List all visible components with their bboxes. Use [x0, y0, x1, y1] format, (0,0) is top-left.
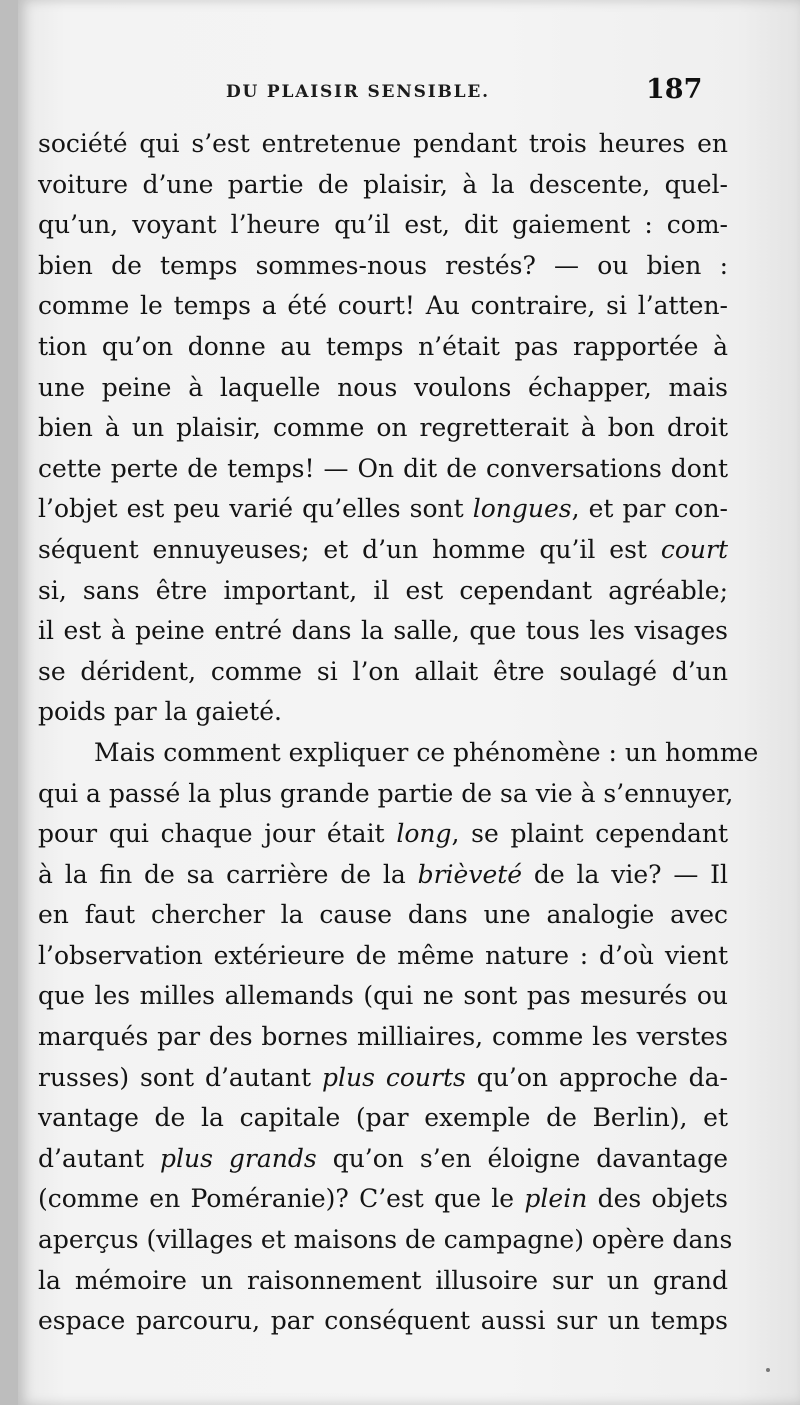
text-line: qu’un, voyant l’heure qu’il est, dit gaiement : com- — [38, 210, 728, 240]
text-line: une peine à laquelle nous voulons échapper, mais — [38, 372, 728, 402]
text-run: , se plaint cependant — [451, 819, 728, 849]
text-line — [38, 1139, 728, 1180]
body-text — [38, 124, 759, 1342]
italic-run: long — [396, 819, 452, 849]
running-head: DU PLAISIR SENSIBLE. — [226, 82, 490, 102]
text-run: séquent ennuyeuses; et d’un homme qu’il est — [38, 534, 661, 564]
text-line — [38, 855, 728, 896]
paper-speck — [766, 1368, 770, 1372]
italic-run: plus courts — [321, 1062, 466, 1092]
italic-run: longues — [472, 494, 572, 524]
text-run: , et par con- — [571, 494, 728, 524]
text-line — [38, 1058, 728, 1099]
text-line: espace parcouru, par conséquent aussi sur un temps — [38, 1306, 728, 1336]
text-line: aperçus (villages et maisons de campagne) opère dans — [38, 1225, 733, 1255]
text-run: pour qui chaque jour était — [38, 819, 397, 849]
text-run: des objets — [587, 1184, 728, 1214]
italic-run: plus grands — [160, 1143, 317, 1173]
book-page — [18, 0, 800, 1405]
text-line: cette perte de temps! — On dit de conversations dont — [38, 453, 728, 483]
text-line: bien à un plaisir, comme on regretterait à bon droit — [38, 413, 728, 443]
text-line: qui a passé la plus grande partie de sa vie à s’ennuyer, — [38, 778, 734, 808]
italic-run: brièveté — [417, 859, 523, 889]
paragraph — [38, 733, 759, 1342]
text-run: à la fin de sa carrière de la — [38, 859, 418, 889]
text-line: poids par la gaieté. — [38, 697, 282, 727]
text-line: Mais comment expliquer ce phénomène : un homme — [94, 737, 759, 767]
text-line: vantage de la capitale (par exemple de Berlin), et — [38, 1103, 728, 1133]
text-line — [38, 489, 728, 530]
text-line: que les milles allemands (qui ne sont pas mesurés ou — [38, 981, 728, 1011]
text-line: l’observation extérieure de même nature : d’où vient — [38, 940, 728, 970]
text-line — [38, 814, 728, 855]
page-number: 187 — [646, 74, 703, 105]
page-header — [18, 74, 800, 110]
text-run: l’objet est peu varié qu’elles sont — [38, 494, 473, 524]
italic-run: court — [660, 534, 728, 564]
text-line — [38, 530, 728, 571]
text-run: de la vie? — Il — [522, 859, 728, 889]
text-line: en faut chercher la cause dans une analogie avec — [38, 900, 728, 930]
text-line: marqués par des bornes milliaires, comme les verstes — [38, 1022, 728, 1052]
text-line: tion qu’on donne au temps n’était pas rapportée à — [38, 331, 728, 361]
text-run: d’autant — [38, 1143, 161, 1173]
text-line: voiture d’une partie de plaisir, à la descente, quel- — [38, 169, 728, 199]
text-line: si, sans être important, il est cependant agréable; — [38, 575, 728, 605]
text-line: société qui s’est entretenue pendant trois heures en — [38, 129, 728, 158]
text-run: qu’on s’en éloigne davantage — [316, 1143, 729, 1173]
text-line: bien de temps sommes-nous restés? — ou bien : — [38, 250, 728, 280]
text-run: qu’on approche da- — [465, 1062, 728, 1092]
text-line: comme le temps a été court! Au contraire, si l’atten- — [38, 291, 728, 321]
text-line: la mémoire un raisonnement illusoire sur un grand — [38, 1265, 728, 1295]
text-line — [38, 1179, 728, 1220]
italic-run: plein — [524, 1184, 588, 1214]
paragraph — [38, 124, 728, 733]
text-run: russes) sont d’autant — [38, 1062, 322, 1092]
text-run: (comme en Poméranie)? C’est que le — [38, 1184, 525, 1214]
text-line: se dérident, comme si l’on allait être soulagé d’un — [38, 656, 728, 686]
text-line: il est à peine entré dans la salle, que tous les visages — [38, 616, 728, 646]
